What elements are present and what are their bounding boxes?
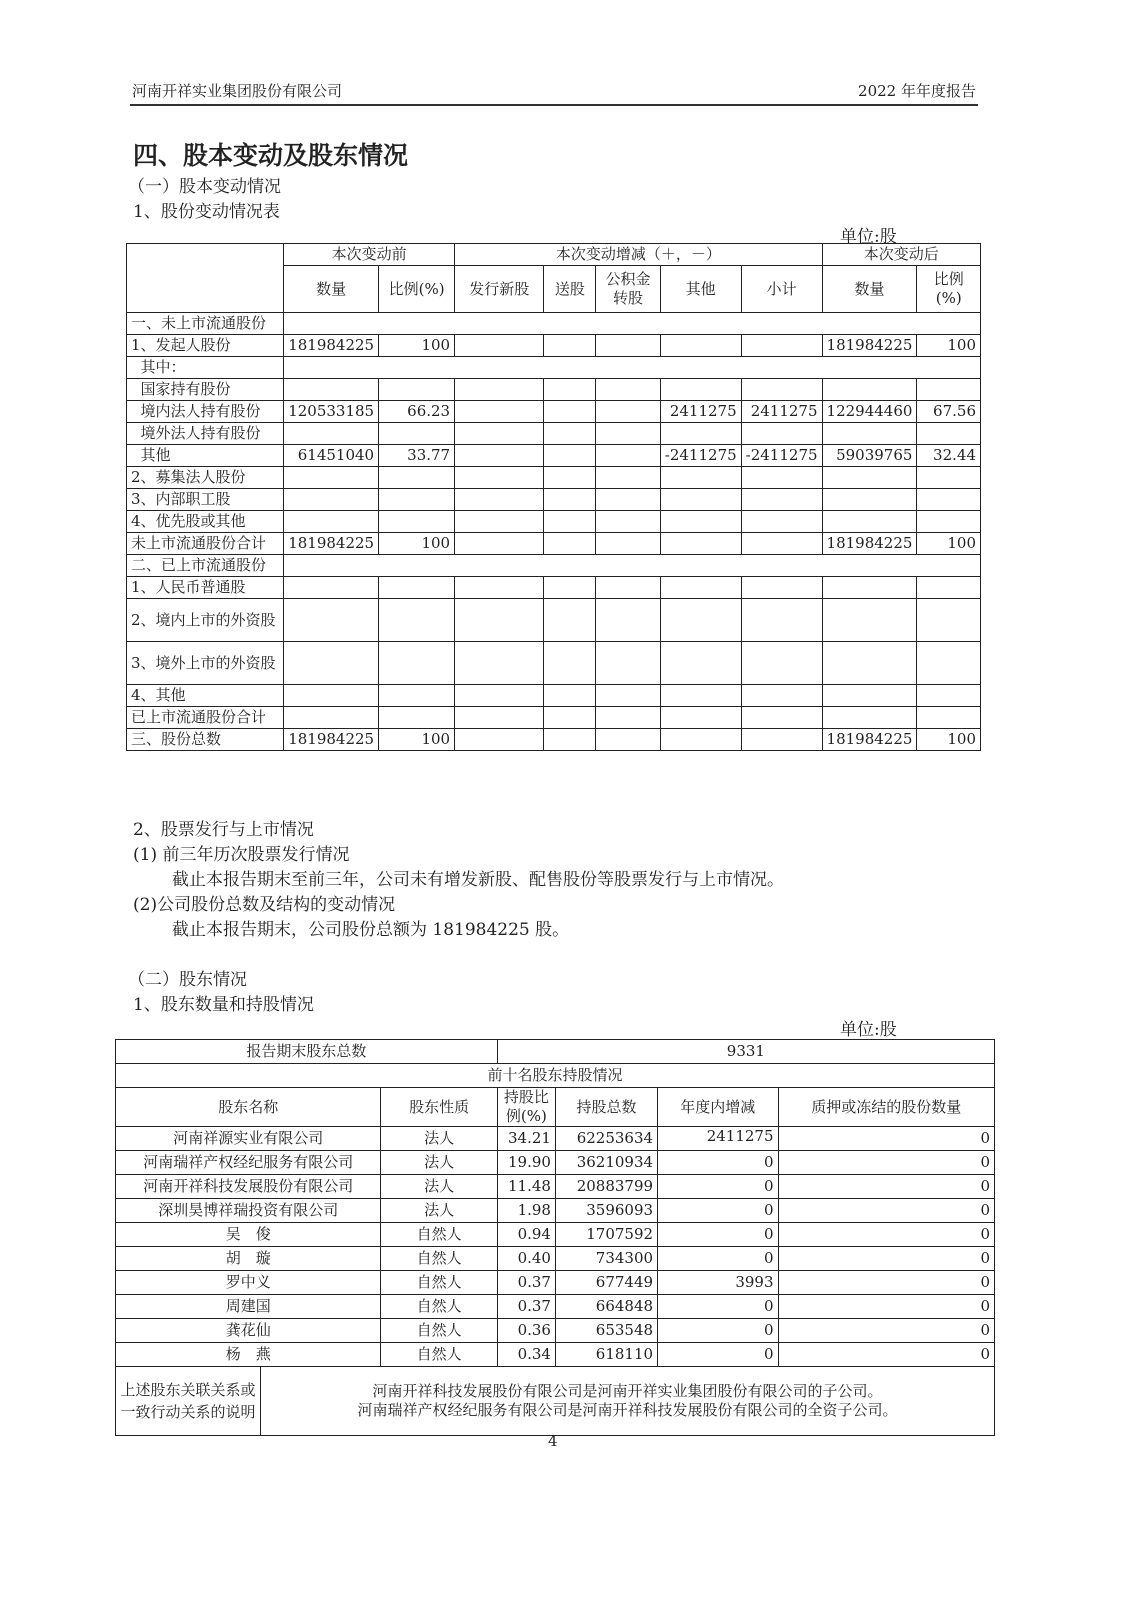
table-cell: 0.94	[497, 1223, 555, 1247]
table-row	[127, 335, 981, 357]
table-cell	[544, 642, 596, 685]
merged-cell	[284, 313, 981, 335]
shareholder-row	[116, 1343, 995, 1367]
row-label: 1、人民币普通股	[127, 577, 284, 599]
table-row	[127, 577, 981, 599]
table-cell: 0	[658, 1247, 778, 1271]
table-cell: 1.98	[497, 1199, 555, 1223]
table-cell	[660, 511, 741, 533]
table-row	[127, 729, 981, 751]
table-cell: 自然人	[381, 1223, 497, 1247]
table-cell: 0	[658, 1343, 778, 1367]
table-row	[127, 313, 981, 335]
table-cell: 100	[917, 729, 981, 751]
table-cell	[822, 685, 917, 707]
table-cell: 2411275	[658, 1127, 778, 1151]
table-cell	[822, 423, 917, 445]
table-cell: 20883799	[555, 1175, 657, 1199]
table-cell: 3993	[658, 1271, 778, 1295]
table-cell: 734300	[555, 1247, 657, 1271]
table-cell: 3596093	[555, 1199, 657, 1223]
relation-line: 河南开祥科技发展股份有限公司是河南开祥实业集团股份有限公司的子公司。	[372, 1382, 883, 1400]
table-cell: 0	[658, 1295, 778, 1319]
table-cell: 62253634	[555, 1127, 657, 1151]
table-cell: 677449	[555, 1271, 657, 1295]
table-cell	[917, 467, 981, 489]
table-cell	[455, 729, 544, 751]
table-row	[127, 423, 981, 445]
table-cell	[544, 335, 596, 357]
row-label: 国家持有股份	[127, 379, 284, 401]
row-label: 2、募集法人股份	[127, 467, 284, 489]
table-row	[127, 379, 981, 401]
table-row	[127, 401, 981, 423]
table-cell	[822, 511, 917, 533]
table-cell: 122944460	[822, 401, 917, 423]
table-cell	[284, 379, 379, 401]
table-cell	[544, 511, 596, 533]
table-cell: 0	[778, 1175, 995, 1199]
shareholder-row	[116, 1271, 995, 1295]
table-cell	[544, 423, 596, 445]
group-header: 本次变动增减（＋，－）	[455, 244, 822, 266]
table-cell: 法人	[381, 1127, 497, 1151]
shareholder-row	[116, 1247, 995, 1271]
table-cell	[917, 685, 981, 707]
table-cell	[917, 642, 981, 685]
table-cell: 自然人	[381, 1247, 497, 1271]
table-cell	[379, 379, 455, 401]
table-cell: 181984225	[822, 533, 917, 555]
table-cell	[822, 467, 917, 489]
table-cell	[544, 729, 596, 751]
table-cell	[741, 423, 822, 445]
row-label: 未上市流通股份合计	[127, 533, 284, 555]
table-cell: 34.21	[497, 1127, 555, 1151]
table-cell	[660, 335, 741, 357]
column-header: 质押或冻结的股份数量	[778, 1088, 995, 1127]
relation-line: 河南瑞祥产权经纪服务有限公司是河南开祥科技发展股份有限公司的全资子公司。	[357, 1401, 898, 1419]
table-row	[127, 707, 981, 729]
shareholder-row	[116, 1199, 995, 1223]
column-header: 股东性质	[381, 1088, 497, 1127]
column-header: 公积金转股	[596, 266, 660, 313]
relation-description	[260, 1367, 994, 1436]
table-cell: 0	[658, 1151, 778, 1175]
table-cell	[284, 599, 379, 642]
row-label: 4、其他	[127, 685, 284, 707]
merged-cell	[284, 357, 981, 379]
table-cell: 杨 燕	[116, 1343, 381, 1367]
table-row	[127, 489, 981, 511]
table-cell: 100	[917, 335, 981, 357]
table-row	[127, 533, 981, 555]
table-cell	[455, 685, 544, 707]
table-cell: 0	[778, 1151, 995, 1175]
table-cell	[379, 642, 455, 685]
table-cell: 0.37	[497, 1295, 555, 1319]
table1-unit: 单位:股	[840, 227, 897, 247]
row-label: 2、境内上市的外资股	[127, 599, 284, 642]
table-cell	[284, 489, 379, 511]
table-cell: 181984225	[822, 335, 917, 357]
table-cell	[822, 599, 917, 642]
table-cell: 自然人	[381, 1343, 497, 1367]
table-cell: 0.36	[497, 1319, 555, 1343]
row-label: 二、已上市流通股份	[127, 555, 284, 577]
row-label: 其中：	[127, 357, 284, 379]
table-cell: 法人	[381, 1175, 497, 1199]
table-cell	[822, 379, 917, 401]
table-cell	[660, 729, 741, 751]
table-cell: 0	[778, 1199, 995, 1223]
table-cell	[741, 335, 822, 357]
table-cell	[284, 707, 379, 729]
table-cell	[379, 599, 455, 642]
table-cell	[741, 489, 822, 511]
table-cell: 120533185	[284, 401, 379, 423]
table-cell: 0.34	[497, 1343, 555, 1367]
table-cell	[741, 511, 822, 533]
table-cell	[596, 685, 660, 707]
table-cell	[822, 489, 917, 511]
table-cell: 67.56	[917, 401, 981, 423]
table-cell: 1707592	[555, 1223, 657, 1247]
table-cell: 100	[917, 533, 981, 555]
table-cell	[455, 577, 544, 599]
share-change-table	[126, 243, 981, 751]
table-cell	[917, 423, 981, 445]
table-cell	[917, 511, 981, 533]
table-cell: 0	[778, 1343, 995, 1367]
header-report: 2022 年年度报告	[858, 82, 976, 100]
table-cell: 0.37	[497, 1271, 555, 1295]
column-header: 年度内增减	[658, 1088, 778, 1127]
table-cell	[596, 445, 660, 467]
column-header: 比例(%)	[379, 266, 455, 313]
table-row	[127, 599, 981, 642]
table-cell: 0	[778, 1127, 995, 1151]
row-label: 3、内部职工股	[127, 489, 284, 511]
table-cell	[284, 685, 379, 707]
table-cell	[741, 533, 822, 555]
table-cell	[284, 511, 379, 533]
header-company: 河南开祥实业集团股份有限公司	[132, 82, 343, 100]
table-cell	[455, 533, 544, 555]
table-cell: 181984225	[822, 729, 917, 751]
table-cell	[660, 423, 741, 445]
column-header: 持股总数	[555, 1088, 657, 1127]
table-cell	[284, 642, 379, 685]
table-cell	[544, 533, 596, 555]
table-cell: 653548	[555, 1319, 657, 1343]
table-cell	[741, 729, 822, 751]
table-cell: 100	[379, 335, 455, 357]
table-cell	[455, 489, 544, 511]
column-header: 小计	[741, 266, 822, 313]
column-header: 数量	[822, 266, 917, 313]
table-cell	[455, 707, 544, 729]
table-cell	[379, 423, 455, 445]
row-label: 其他	[127, 445, 284, 467]
total-shareholders-label: 报告期末股东总数	[116, 1040, 498, 1064]
table-cell	[596, 511, 660, 533]
row-label: 境外法人持有股份	[127, 423, 284, 445]
row-label: 已上市流通股份合计	[127, 707, 284, 729]
column-header: 比例(%)	[917, 266, 981, 313]
table-cell	[455, 599, 544, 642]
table-cell	[379, 707, 455, 729]
table-cell	[379, 467, 455, 489]
table-cell	[660, 685, 741, 707]
table-cell	[596, 401, 660, 423]
top10-title: 前十名股东持股情况	[116, 1064, 995, 1088]
column-header: 发行新股	[455, 266, 544, 313]
table-cell: 100	[379, 533, 455, 555]
table-cell	[379, 511, 455, 533]
page-number: 4	[548, 1432, 558, 1450]
table-cell	[455, 401, 544, 423]
table-cell	[379, 489, 455, 511]
table-cell	[455, 642, 544, 685]
table-cell	[596, 642, 660, 685]
table-cell	[455, 511, 544, 533]
table-cell: 胡 璇	[116, 1247, 381, 1271]
table-cell: 河南瑞祥产权经纪服务有限公司	[116, 1151, 381, 1175]
sec2-2-text: 截止本报告期末，公司股份总额为 181984225 股。	[172, 920, 570, 940]
shareholder-row	[116, 1319, 995, 1343]
table-cell: 0.40	[497, 1247, 555, 1271]
table-cell: 36210934	[555, 1151, 657, 1175]
shareholder-table	[115, 1039, 995, 1436]
column-header: 股东名称	[116, 1088, 381, 1127]
column-header: 数量	[284, 266, 379, 313]
table-cell	[455, 335, 544, 357]
table-cell	[544, 489, 596, 511]
table-row	[127, 511, 981, 533]
table-cell	[660, 599, 741, 642]
table2-title: 1、股东数量和持股情况	[133, 995, 314, 1015]
table-row	[127, 642, 981, 685]
table-cell: 181984225	[284, 729, 379, 751]
page-header	[130, 80, 978, 106]
table-cell	[284, 467, 379, 489]
table-cell	[544, 379, 596, 401]
table-cell	[544, 707, 596, 729]
table-cell	[741, 642, 822, 685]
table-cell: 河南祥源实业有限公司	[116, 1127, 381, 1151]
row-label: 境内法人持有股份	[127, 401, 284, 423]
table-cell: 自然人	[381, 1295, 497, 1319]
table-cell	[544, 467, 596, 489]
table-cell: 法人	[381, 1151, 497, 1175]
table-cell	[822, 707, 917, 729]
table-cell: 181984225	[284, 533, 379, 555]
table-cell	[596, 577, 660, 599]
table-cell	[917, 489, 981, 511]
table-cell	[822, 642, 917, 685]
table-cell	[741, 599, 822, 642]
table-cell: 罗中义	[116, 1271, 381, 1295]
table-cell	[741, 577, 822, 599]
table-cell: 2411275	[741, 401, 822, 423]
table-cell	[544, 685, 596, 707]
table-cell: -2411275	[660, 445, 741, 467]
table-row	[127, 445, 981, 467]
table-cell	[596, 423, 660, 445]
table-cell: -2411275	[741, 445, 822, 467]
table-cell	[379, 577, 455, 599]
table-cell	[596, 533, 660, 555]
table-cell	[455, 445, 544, 467]
table-cell: 深圳昊博祥瑞投资有限公司	[116, 1199, 381, 1223]
row-label: 一、未上市流通股份	[127, 313, 284, 335]
table-cell	[284, 423, 379, 445]
table-cell	[544, 599, 596, 642]
table-cell	[660, 489, 741, 511]
sec2-2-title: (2)公司股份总数及结构的变动情况	[133, 895, 396, 915]
row-label: 1、发起人股份	[127, 335, 284, 357]
table-cell: 0	[658, 1319, 778, 1343]
table-cell: 59039765	[822, 445, 917, 467]
table-cell	[660, 642, 741, 685]
table-cell	[660, 533, 741, 555]
table-cell	[544, 445, 596, 467]
shareholder-row	[116, 1151, 995, 1175]
table-cell: 0	[778, 1271, 995, 1295]
table-cell	[596, 707, 660, 729]
table-cell: 664848	[555, 1295, 657, 1319]
group-header: 本次变动后	[822, 244, 980, 266]
table-cell	[917, 707, 981, 729]
table-cell	[660, 467, 741, 489]
table-cell: 66.23	[379, 401, 455, 423]
table1-title: 1、股份变动情况表	[133, 202, 280, 222]
table-cell	[596, 599, 660, 642]
table-cell: 吴 俊	[116, 1223, 381, 1247]
subsection-title: （一）股本变动情况	[128, 177, 281, 197]
table-cell: 龚花仙	[116, 1319, 381, 1343]
table-cell	[741, 379, 822, 401]
relation-label: 上述股东关联关系或一致行动关系的说明	[116, 1367, 261, 1436]
table-cell	[660, 707, 741, 729]
table-cell: 法人	[381, 1199, 497, 1223]
column-header: 送股	[544, 266, 596, 313]
table2-unit: 单位:股	[840, 1020, 897, 1040]
table-cell	[544, 577, 596, 599]
sec2-1-title: (1) 前三年历次股票发行情况	[133, 845, 350, 865]
shareholder-row	[116, 1223, 995, 1247]
table-cell	[660, 577, 741, 599]
table-cell: 33.77	[379, 445, 455, 467]
table-row	[127, 467, 981, 489]
table-cell: 181984225	[284, 335, 379, 357]
shareholder-row	[116, 1295, 995, 1319]
table-cell	[917, 599, 981, 642]
table-cell	[544, 401, 596, 423]
shareholder-row	[116, 1175, 995, 1199]
sec2-1-text: 截止本报告期末至前三年，公司未有增发新股、配售股份等股票发行与上市情况。	[172, 870, 784, 890]
shareholder-row	[116, 1127, 995, 1151]
table-cell	[455, 467, 544, 489]
table-row	[127, 555, 981, 577]
row-label: 4、优先股或其他	[127, 511, 284, 533]
table-cell: 61451040	[284, 445, 379, 467]
merged-cell	[284, 555, 981, 577]
table-cell	[822, 577, 917, 599]
table-cell: 11.48	[497, 1175, 555, 1199]
table-cell: 0	[778, 1295, 995, 1319]
total-shareholders-value: 9331	[497, 1040, 994, 1064]
table-cell	[596, 379, 660, 401]
group-header: 本次变动前	[284, 244, 455, 266]
table-cell: 0	[658, 1223, 778, 1247]
sec2-title: 2、股票发行与上市情况	[133, 820, 314, 840]
table-cell: 0	[658, 1199, 778, 1223]
table-row	[127, 357, 981, 379]
table-cell	[741, 707, 822, 729]
table-cell: 自然人	[381, 1319, 497, 1343]
column-header: 持股比例(%)	[497, 1088, 555, 1127]
corner-cell	[127, 244, 284, 313]
table-cell	[741, 685, 822, 707]
table-cell: 618110	[555, 1343, 657, 1367]
row-label: 3、境外上市的外资股	[127, 642, 284, 685]
column-header: 其他	[660, 266, 741, 313]
table-cell	[455, 423, 544, 445]
table-cell	[455, 379, 544, 401]
table-cell: 0	[778, 1247, 995, 1271]
table-cell	[379, 685, 455, 707]
table-cell	[284, 577, 379, 599]
table-cell	[596, 467, 660, 489]
table-cell	[660, 379, 741, 401]
table-cell: 河南开祥科技发展股份有限公司	[116, 1175, 381, 1199]
table-cell: 周建国	[116, 1295, 381, 1319]
table-cell: 2411275	[660, 401, 741, 423]
table-cell: 32.44	[917, 445, 981, 467]
table-cell: 自然人	[381, 1271, 497, 1295]
table-cell: 0	[778, 1319, 995, 1343]
table-cell	[917, 577, 981, 599]
table-cell	[596, 489, 660, 511]
table-cell: 19.90	[497, 1151, 555, 1175]
table-row	[127, 685, 981, 707]
table-cell: 0	[778, 1223, 995, 1247]
table-cell	[917, 379, 981, 401]
table-cell: 100	[379, 729, 455, 751]
table-cell	[741, 467, 822, 489]
section-title: 四、股本变动及股东情况	[133, 141, 409, 170]
table-cell: 0	[658, 1175, 778, 1199]
table-cell	[596, 729, 660, 751]
table-cell	[596, 335, 660, 357]
row-label: 三、股份总数	[127, 729, 284, 751]
subsection2-title: （二）股东情况	[128, 970, 247, 990]
